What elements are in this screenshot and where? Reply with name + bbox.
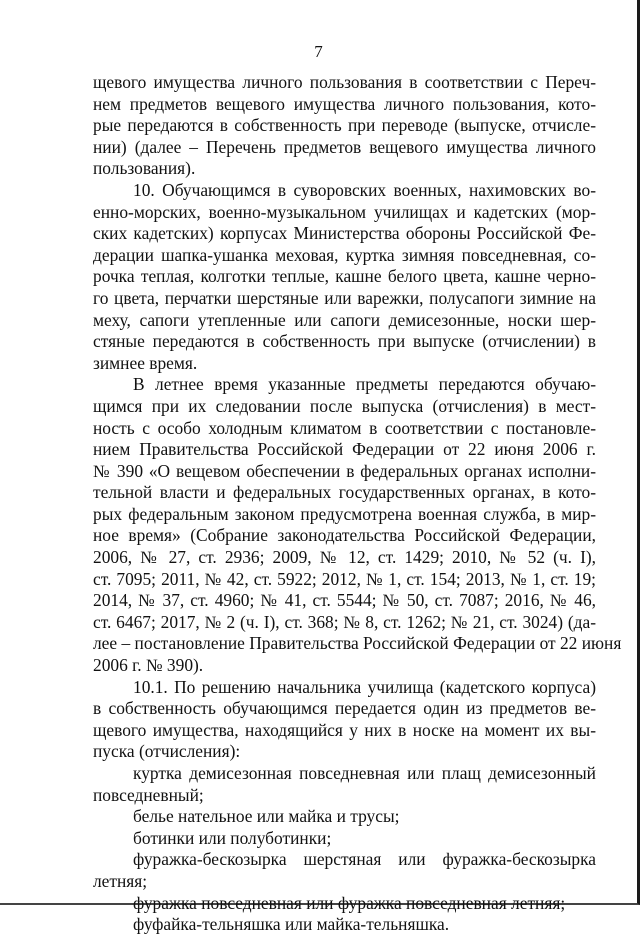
text-line: пуска (отчисления): — [93, 741, 241, 762]
text-line: 10. Обучающимся в суворовских военных, нахимовских во- — [133, 179, 596, 200]
text-line: нем предметов вещевого имущества личного пользования, кото- — [93, 93, 596, 114]
text-line: в собственность обучающимся передается один из предметов ве- — [93, 698, 596, 719]
text-line: лее – постановление Правительства Российской Федерации от 22 июня — [93, 633, 622, 654]
text-line: ное время» (Собрание законодательства Российской Федерации, — [93, 525, 596, 546]
text-line: куртка демисезонная повседневная или плащ демисезонный — [133, 763, 596, 783]
text-line: го цвета, перчатки шерстяные или варежки, полусапоги зимние на — [93, 287, 596, 308]
text-line: рочка теплая, колготки теплые, кашне белого цвета, кашне черно- — [93, 266, 596, 287]
text-line: рые передаются в собственность при переводе (выпуске, отчисле- — [93, 115, 596, 136]
document-body — [93, 72, 622, 936]
text-line: повседневный; — [93, 784, 204, 805]
text-line: 2014, № 37, ст. 4960; № 41, ст. 5544; № 50, ст. 7087; 2016, № 46, — [93, 590, 596, 611]
text-line: ских кадетских) корпусах Министерства обороны Российской Фе- — [93, 223, 596, 244]
text-line: 10.1. По решению начальника училища (кадетского корпуса) — [133, 676, 596, 697]
text-line: ст. 7095; 2011, № 42, ст. 5922; 2012, № 1, ст. 154; 2013, № 1, ст. 19; — [93, 568, 596, 589]
page-number: 7 — [314, 42, 323, 61]
text-line: стяные передаются в собственность при выпуске (отчислении) в — [93, 331, 596, 352]
text-line: фуражка повседневная или фуражка повседневная летняя; — [133, 892, 566, 913]
text-line: пользования). — [93, 158, 196, 179]
text-line: ст. 6467; 2017, № 2 (ч. I), ст. 368; № 8, ст. 1262; № 21, ст. 3024) (да- — [93, 611, 596, 632]
text-line: № 390 «О вещевом обеспечении в федеральных органах исполни- — [93, 460, 596, 481]
text-line: меху, сапоги утепленные или сапоги демисезонные, носки шер- — [93, 309, 596, 330]
text-line: зимнее время. — [93, 352, 198, 373]
text-line: фуражка-бескозырка шерстяная или фуражка-бескозырка — [133, 849, 596, 870]
text-line: щевого имущества, находящийся у них в носке на момент их вы- — [93, 719, 596, 740]
text-line: фуфайка-тельняшка или майка-тельняшка. — [133, 914, 450, 935]
text-line: ботинки или полуботинки; — [133, 827, 332, 848]
text-line: В летнее время указанные предметы передаются обучаю- — [133, 374, 596, 395]
text-line: летняя; — [93, 870, 148, 891]
text-line: рых федеральным законом предусмотрена военная служба, в мир- — [93, 503, 596, 524]
text-line: белье нательное или майка и трусы; — [133, 806, 400, 827]
text-line: щевого имущества личного пользования в соответствии с Переч- — [93, 72, 596, 92]
text-line: нием Правительства Российской Федерации от 22 июня 2006 г. — [93, 439, 596, 460]
text-line: енно-морских, военно-музыкальном училищах и кадетских (мор- — [93, 201, 596, 222]
text-line: щимся при их следовании после выпуска (отчисления) в мест- — [93, 395, 596, 416]
text-line: 2006 г. № 390). — [93, 655, 204, 676]
text-line: дерации шапка-ушанка меховая, куртка зимняя повседневная, со- — [93, 244, 596, 265]
text-line: ность с особо холодным климатом в соответствии с постановле- — [93, 417, 596, 438]
text-line: тельной власти и федеральных государственных органах, в кото- — [93, 482, 596, 503]
text-line: 2006, № 27, ст. 2936; 2009, № 12, ст. 1429; 2010, № 52 (ч. I), — [93, 547, 596, 568]
text-line: нии) (далее – Перечень предметов вещевого имущества личного — [93, 136, 596, 157]
